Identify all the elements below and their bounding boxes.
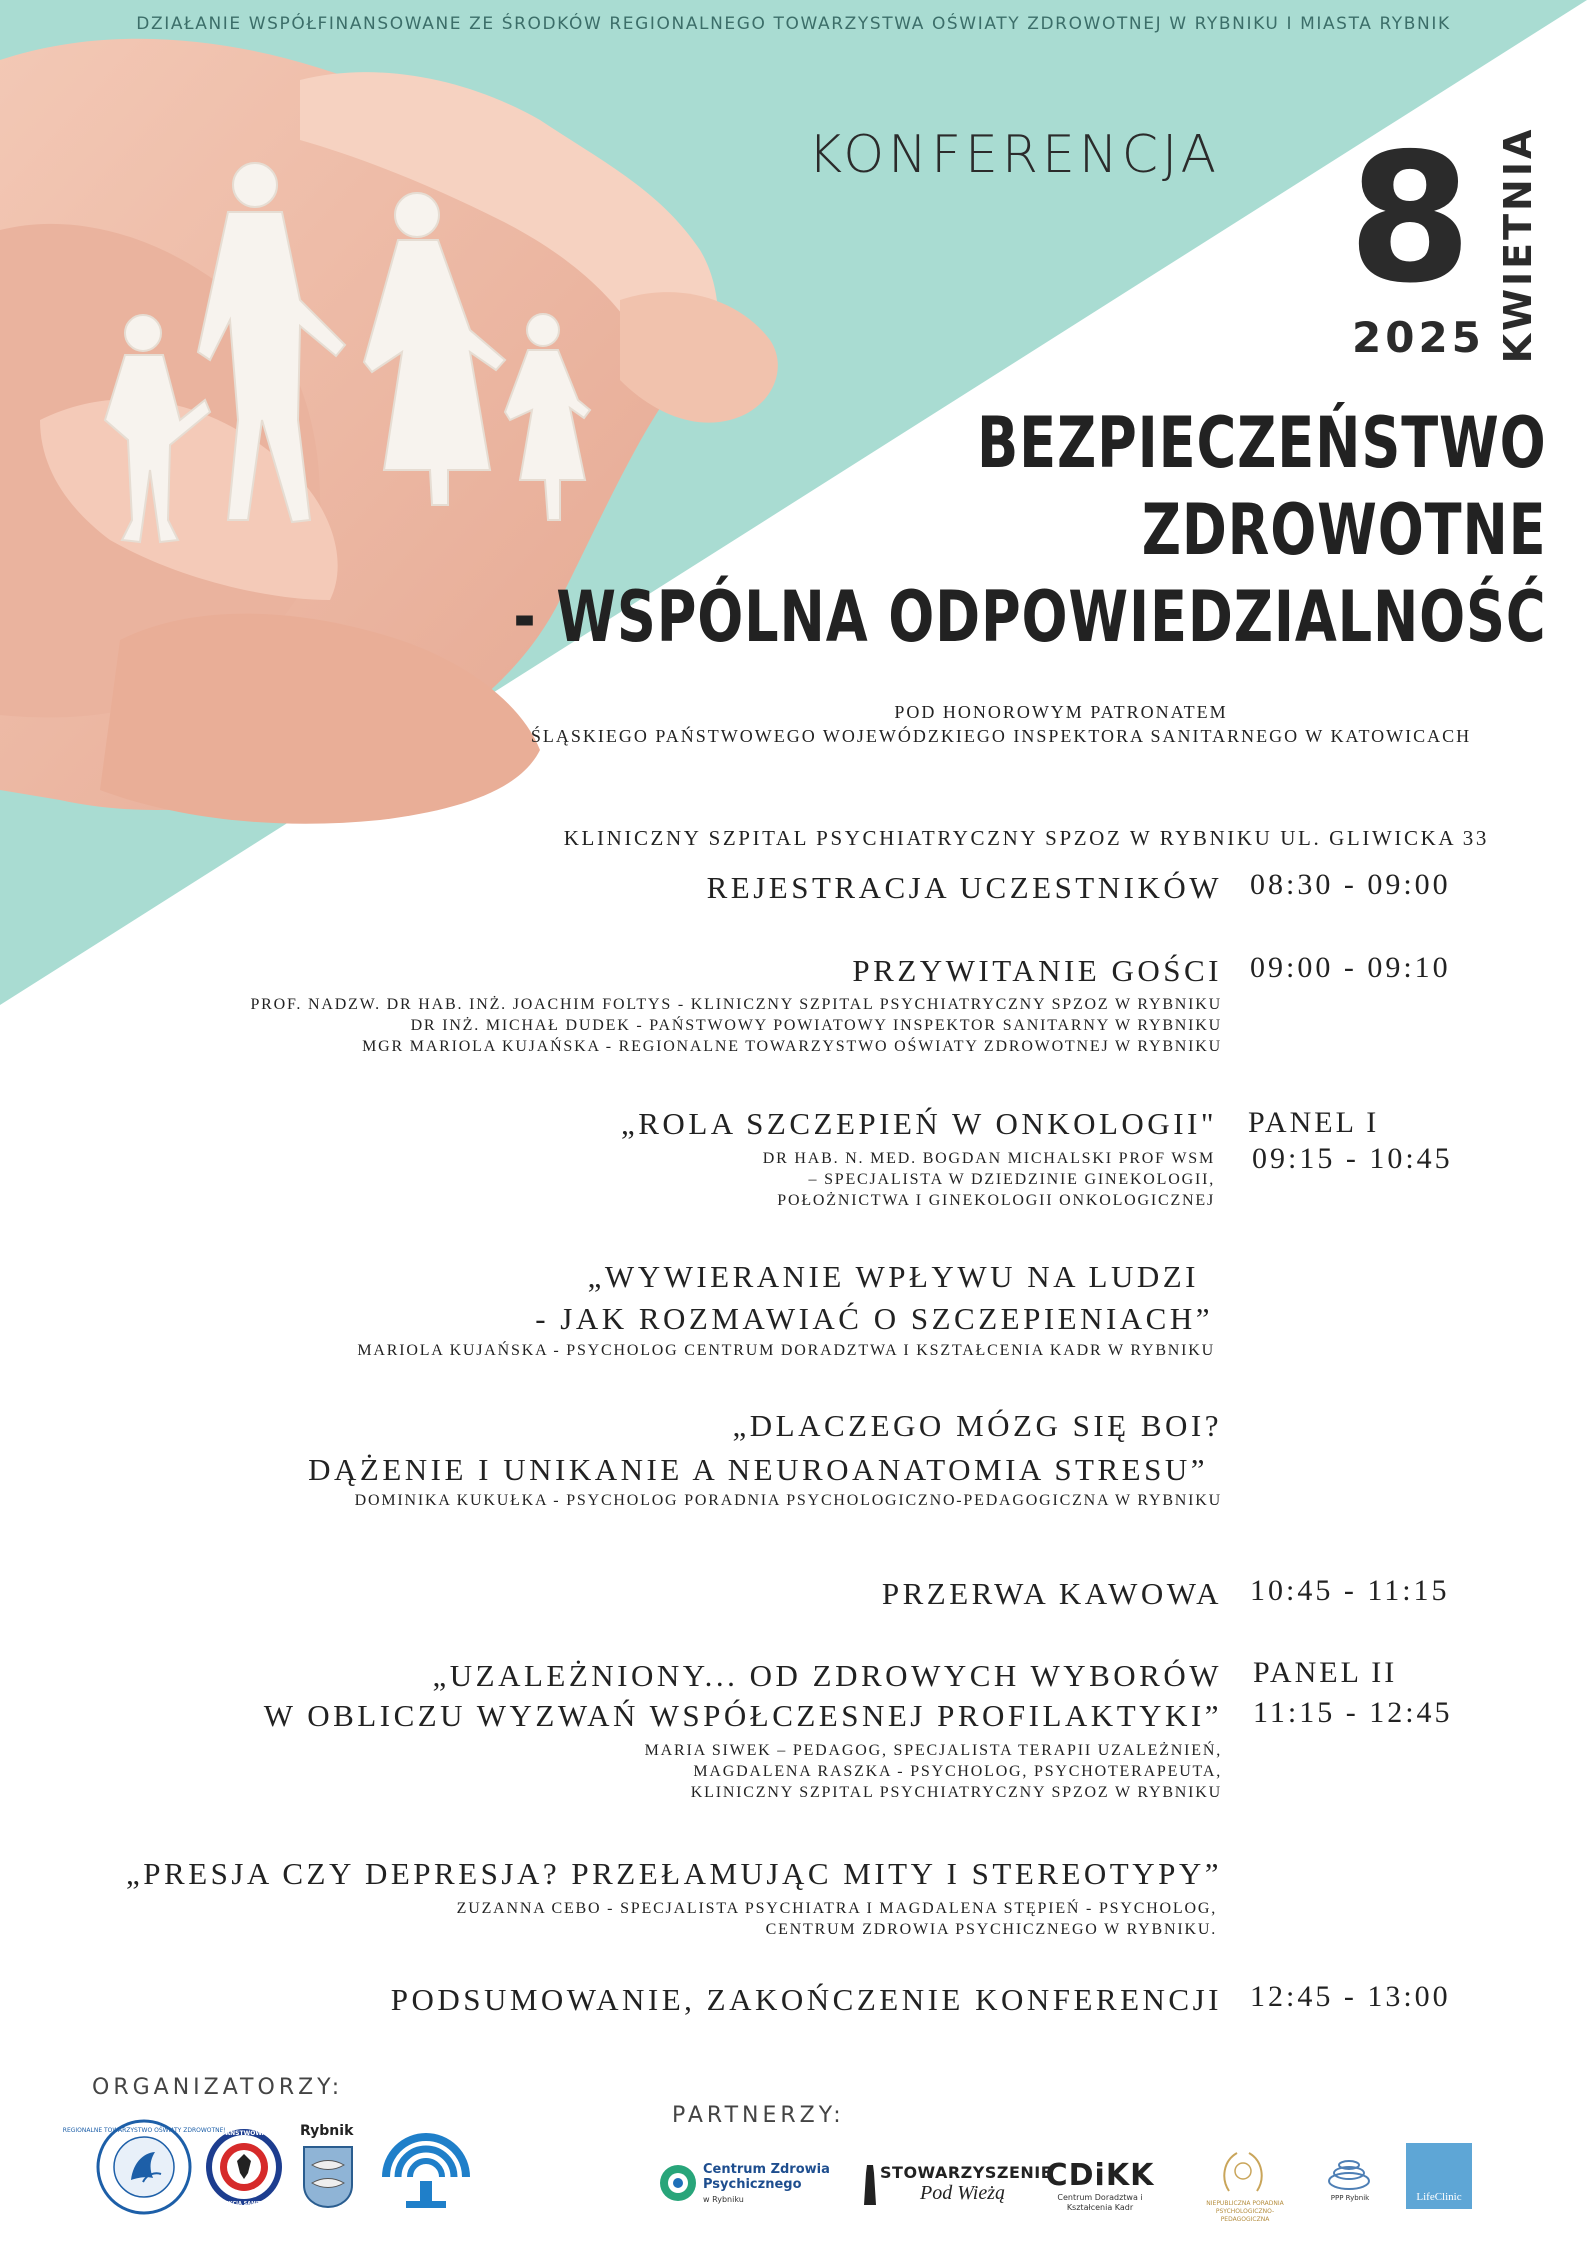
talk5-speaker-line-2: CENTRUM ZDROWIA PSYCHICZNEGO W RYBNIKU. bbox=[765, 1921, 1217, 1938]
organizers-label: ORGANIZATORZY: bbox=[92, 2075, 344, 2100]
event-month-text: KWIETNIA bbox=[1496, 126, 1540, 364]
czp-logo-icon bbox=[658, 2163, 698, 2203]
tower-icon bbox=[862, 2163, 878, 2207]
psse-logo bbox=[204, 2123, 284, 2211]
stow-bottom: Pod Wieżą bbox=[920, 2182, 1005, 2204]
event-day: 8 bbox=[1348, 115, 1472, 322]
talk3-title-line-2: DĄŻENIE I UNIKANIE A NEUROANATOMIA STRESU” bbox=[308, 1452, 1208, 1487]
czp-name: Centrum Zdrowia Psychicznego bbox=[703, 2162, 830, 2192]
rybnik-coat-of-arms-icon bbox=[302, 2145, 354, 2209]
czp-logo-text bbox=[703, 2162, 833, 2207]
venue: KLINICZNY SZPITAL PSYCHIATRYCZNY SPZOZ W RYBNIKU UL. GLIWICKA 33 bbox=[563, 826, 1489, 850]
conference-title bbox=[514, 400, 1547, 661]
talk2-title-line-1: „WYWIERANIE WPŁYWU NA LUDZI bbox=[587, 1259, 1199, 1294]
talk2-title bbox=[535, 1256, 1213, 1340]
talk3-speaker: DOMINIKA KUKUŁKA - PSYCHOLOG PORADNIA PSYCHOLOGICZNO-PEDAGOGICZNA W RYBNIKU bbox=[354, 1492, 1222, 1509]
patronage-line-2: ŚLĄSKIEGO PAŃSTWOWEGO WOJEWÓDZKIEGO INSPEKTORA SANITARNEGO W KATOWICACH bbox=[530, 726, 1472, 746]
event-year: 2025 bbox=[1352, 313, 1485, 362]
talk4-speaker-line-1: MARIA SIWEK – PEDAGOG, SPECJALISTA TERAPII UZALEŻNIEŃ, bbox=[644, 1742, 1222, 1759]
partners-label: PARTNERZY: bbox=[672, 2103, 845, 2128]
title-line-1: BEZPIECZEŃSTWO bbox=[977, 402, 1547, 484]
talk4-speaker-line-3: KLINICZNY SZPITAL PSYCHIATRYCZNY SPZOZ W RYBNIKU bbox=[690, 1784, 1222, 1801]
talk4-panel: PANEL II bbox=[1253, 1656, 1398, 1689]
talk4-title-line-1: „UZALEŻNIONY... OD ZDROWYCH WYBORÓW bbox=[432, 1658, 1222, 1693]
welcome-people bbox=[250, 994, 1222, 1057]
stowarzyszenie-logo bbox=[880, 2163, 1053, 2204]
welcome-title: PRZYWITANIE GOŚCI bbox=[852, 953, 1222, 988]
title-line-3: - WSPÓLNA ODPOWIEDZIALNOŚĆ bbox=[513, 576, 1547, 658]
welcome-person-2: DR INŻ. MICHAŁ DUDEK - PAŃSTWOWY POWIATOWY INSPEKTOR SANITARNY W RYBNIKU bbox=[410, 1017, 1222, 1034]
closing-time: 12:45 - 13:00 bbox=[1250, 1980, 1451, 2013]
welcome-person-3: MGR MARIOLA KUJAŃSKA - REGIONALNE TOWARZYSTWO OŚWIATY ZDROWOTNEJ W RYBNIKU bbox=[362, 1038, 1222, 1055]
ppp-rybnik-text: PPP Rybnik bbox=[1330, 2194, 1370, 2202]
talk5-speaker-line-1: ZUZANNA CEBO - SPECJALISTA PSYCHIATRA I MAGDALENA STĘPIEŃ - PSYCHOLOG, bbox=[456, 1900, 1217, 1917]
talk4-title bbox=[264, 1656, 1222, 1736]
talk2-title-line-2: - JAK ROZMAWIAĆ O SZCZEPIENIACH” bbox=[535, 1301, 1213, 1336]
break-time: 10:45 - 11:15 bbox=[1250, 1574, 1450, 1607]
rtoz-logo bbox=[62, 2118, 226, 2216]
hospital-logo-icon bbox=[380, 2125, 472, 2213]
talk5-speaker bbox=[457, 1898, 1217, 1940]
talk4-speaker-line-2: MAGDALENA RASZKA - PSYCHOLOG, PSYCHOTERAPEUTA, bbox=[693, 1763, 1222, 1780]
break-title: PRZERWA KAWOWA bbox=[881, 1576, 1222, 1611]
registration-time: 08:30 - 09:00 bbox=[1250, 868, 1451, 901]
lifeclinic-text: LifeClinic bbox=[1416, 2191, 1462, 2203]
registration-title: REJESTRACJA UCZESTNIKÓW bbox=[706, 870, 1222, 905]
talk5-title: „PRESJA CZY DEPRESJA? PRZEŁAMUJĄC MITY I STEREOTYPY” bbox=[126, 1856, 1222, 1891]
stow-top: STOWARZYSZENIE bbox=[880, 2163, 1053, 2182]
talk1-speaker-line-2: – SPECJALISTA W DZIEDZINIE GINEKOLOGII, bbox=[808, 1171, 1215, 1188]
talk1-speaker-line-1: DR HAB. N. MED. BOGDAN MICHALSKI PROF WSM bbox=[762, 1150, 1215, 1167]
talk1-speaker bbox=[763, 1148, 1215, 1211]
talk1-time: 09:15 - 10:45 bbox=[1252, 1142, 1453, 1175]
ppp-name: NIEPUBLICZNA PORADNIA PSYCHOLOGICZNO-PEDAGOGICZNA bbox=[1206, 2200, 1284, 2223]
patronage bbox=[441, 700, 1561, 748]
patronage-line-1: POD HONOROWYM PATRONATEM bbox=[894, 702, 1228, 722]
ppp-laurel-icon bbox=[1215, 2143, 1271, 2199]
talk3-title bbox=[308, 1404, 1222, 1492]
psse-logo-bottom: INSPEKCJA SANITARNA bbox=[212, 2201, 276, 2207]
cdik-logo bbox=[1040, 2158, 1160, 2213]
ppp-rybnik-logo-icon bbox=[1327, 2155, 1371, 2191]
welcome-person-1: PROF. NADZW. DR HAB. INŻ. JOACHIM FOLTYS - KLINICZNY SZPITAL PSYCHIATRYCZNY SPZOZ W RYBNIKU bbox=[250, 996, 1222, 1013]
talk1-panel: PANEL I bbox=[1248, 1106, 1380, 1139]
closing-title: PODSUMOWANIE, ZAKOŃCZENIE KONFERENCJI bbox=[390, 1982, 1222, 2017]
talk4-speaker bbox=[645, 1740, 1222, 1803]
title-line-2: ZDROWOTNE bbox=[1142, 489, 1547, 571]
talk1-speaker-line-3: POŁOŻNICTWA I GINEKOLOGII ONKOLOGICZNEJ bbox=[777, 1192, 1215, 1209]
funding-note: DZIAŁANIE WSPÓŁFINANSOWANE ZE ŚRODKÓW REGIONALNEGO TOWARZYSTWA OŚWIATY ZDROWOTNEJ W RYBNIKU I MIASTA RYBNIK bbox=[136, 14, 1451, 34]
czp-sub: w Rybniku bbox=[703, 2195, 744, 2204]
welcome-time: 09:00 - 09:10 bbox=[1250, 951, 1451, 984]
rtoz-logo-text: REGIONALNE TOWARZYSTWO OŚWIATY ZDROWOTNEJ bbox=[62, 2127, 226, 2134]
talk2-speaker: MARIOLA KUJAŃSKA - PSYCHOLOG CENTRUM DORADZTWA I KSZTAŁCENIA KADR W RYBNIKU bbox=[357, 1342, 1215, 1359]
rybnik-logo-text: Rybnik bbox=[300, 2123, 354, 2139]
cdik-sub: Centrum Doradztwa i Kształcenia Kadr bbox=[1057, 2193, 1143, 2212]
event-month bbox=[1488, 126, 1548, 364]
cdik-name: CDiKK bbox=[1045, 2158, 1155, 2193]
talk4-title-line-2: W OBLICZU WYZWAŃ WSPÓŁCZESNEJ PROFILAKTYKI” bbox=[263, 1698, 1222, 1733]
talk3-title-line-1: „DLACZEGO MÓZG SIĘ BOI? bbox=[732, 1408, 1222, 1443]
psse-logo-top: PAŃSTWOWA bbox=[221, 2130, 267, 2137]
talk4-time: 11:15 - 12:45 bbox=[1253, 1696, 1453, 1729]
event-label: KONFERENCJA bbox=[808, 125, 1221, 185]
talk1-title: „ROLA SZCZEPIEŃ W ONKOLOGII" bbox=[621, 1106, 1217, 1141]
lifeclinic-logo bbox=[1406, 2143, 1472, 2209]
